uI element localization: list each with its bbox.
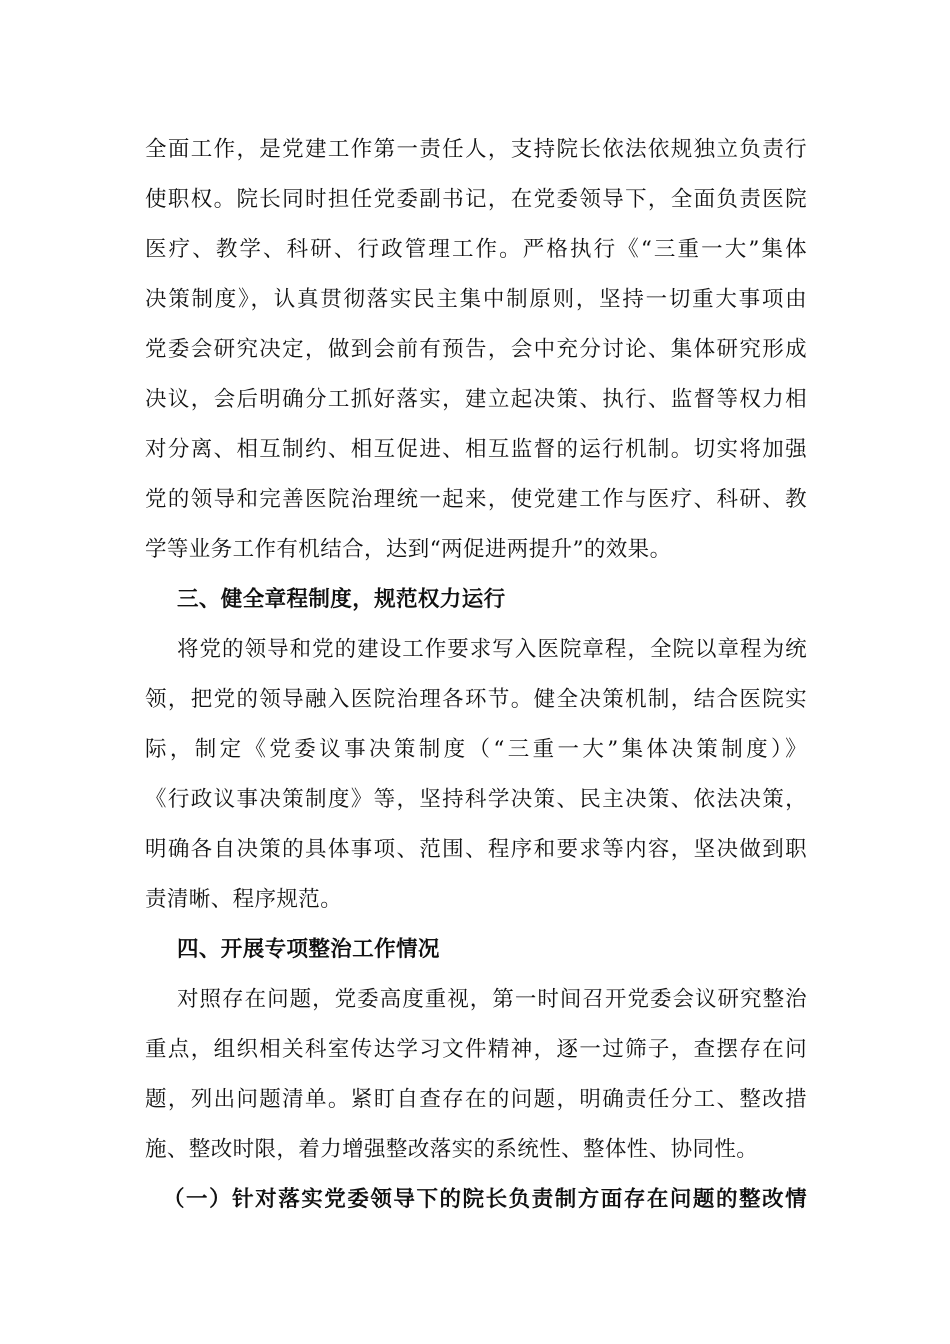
subsection-heading: （一）针对落实党委领导下的院长负责制方面存在问题的整改情	[163, 1187, 807, 1212]
paragraph-line: 使职权。院长同时担任党委副书记，在党委领导下，全面负责医院	[145, 187, 807, 212]
paragraph-line: 对照存在问题，党委高度重视，第一时间召开党委会议研究整治	[177, 987, 807, 1012]
paragraph-line: 明确各自决策的具体事项、范围、程序和要求等内容，坚决做到职	[145, 837, 807, 862]
paragraph-line: 全面工作，是党建工作第一责任人，支持院长依法依规独立负责行	[145, 137, 807, 162]
paragraph-line: 题，列出问题清单。紧盯自查存在的问题，明确责任分工、整改措	[145, 1087, 807, 1112]
paragraph-line: 责清晰、程序规范。	[145, 887, 343, 912]
paragraph-line: 学等业务工作有机结合，达到“两促进两提升”的效果。	[145, 537, 672, 562]
paragraph-line: 党委会研究决定，做到会前有预告，会中充分讨论、集体研究形成	[145, 337, 807, 362]
paragraph-line: 际，制定《党委议事决策制度（“三重一大”集体决策制度）》	[145, 737, 807, 762]
paragraph-line: 医疗、教学、科研、行政管理工作。严格执行《“三重一大”集体	[145, 237, 807, 262]
paragraph-line: 施、整改时限，着力增强整改落实的系统性、整体性、协同性。	[145, 1137, 759, 1162]
paragraph-line: 领，把党的领导融入医院治理各环节。健全决策机制，结合医院实	[145, 687, 807, 712]
paragraph-line: 决策制度》，认真贯彻落实民主集中制原则，坚持一切重大事项由	[145, 287, 807, 312]
paragraph-line: 决议，会后明确分工抓好落实，建立起决策、执行、监督等权力相	[145, 387, 807, 412]
paragraph-line: 对分离、相互制约、相互促进、相互监督的运行机制。切实将加强	[145, 437, 807, 462]
paragraph-line: 将党的领导和党的建设工作要求写入医院章程，全院以章程为统	[177, 637, 807, 662]
section-heading: 四、开展专项整治工作情况	[177, 937, 440, 962]
paragraph-line: 党的领导和完善医院治理统一起来，使党建工作与医疗、科研、教	[145, 487, 807, 512]
paragraph-line: 《行政议事决策制度》等，坚持科学决策、民主决策、依法决策，	[145, 787, 807, 812]
paragraph-line: 重点，组织相关科室传达学习文件精神，逐一过筛子，查摆存在问	[145, 1037, 807, 1062]
section-heading: 三、健全章程制度，规范权力运行	[177, 587, 506, 612]
